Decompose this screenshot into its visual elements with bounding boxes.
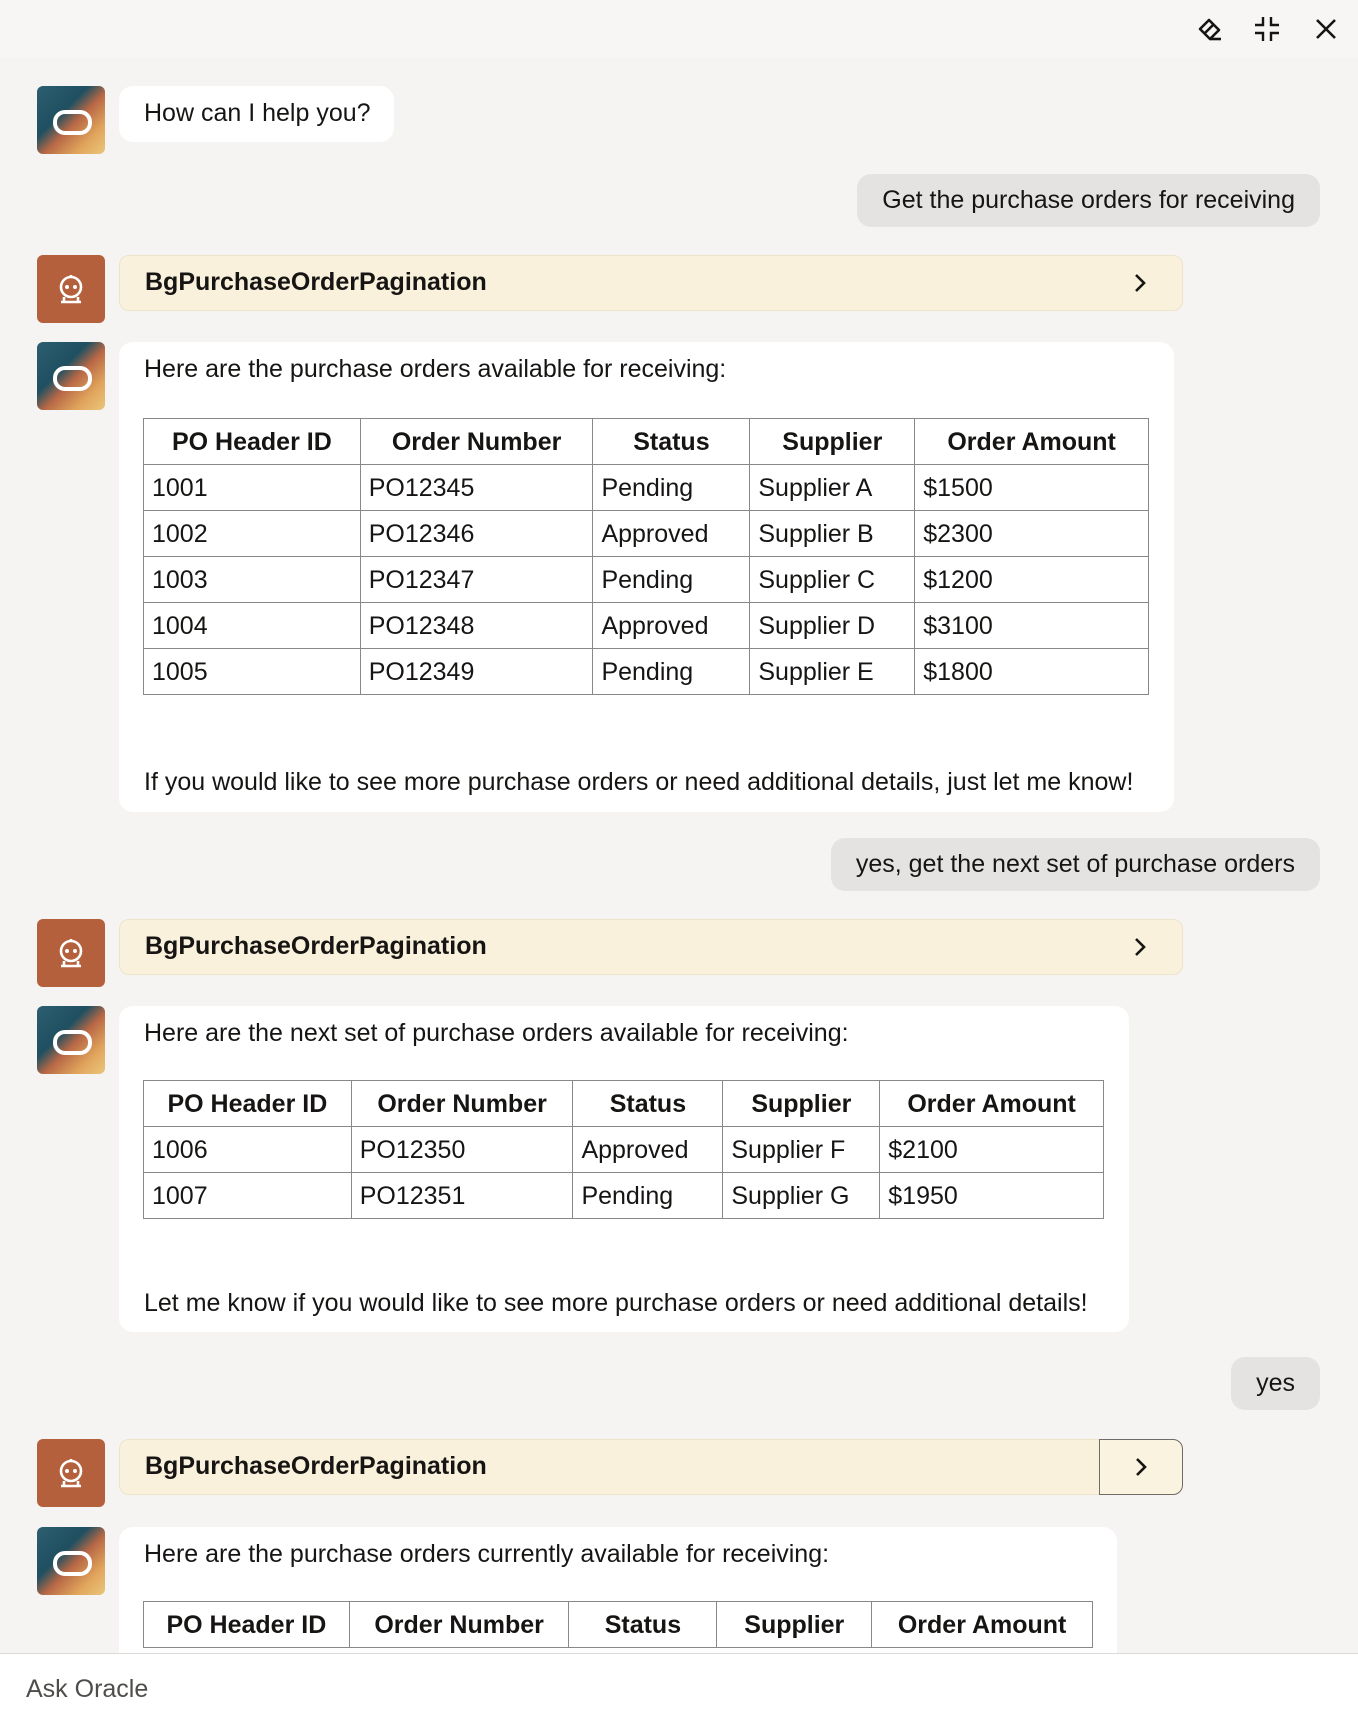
bot-message-text: Here are the purchase orders available for receiving: [144, 355, 727, 383]
column-header: Order Amount [880, 1081, 1104, 1127]
conversation-area[interactable] [0, 58, 1358, 1653]
table-cell: Pending [593, 465, 750, 511]
table-row [144, 603, 1149, 649]
tool-call-name: BgPurchaseOrderPagination [145, 932, 487, 960]
tool-call-bar[interactable] [119, 919, 1183, 975]
table-header-row [144, 419, 1149, 465]
table-cell: Supplier D [750, 603, 915, 649]
expand-tool-button[interactable] [1098, 920, 1182, 974]
clear-conversation-button[interactable] [1190, 9, 1230, 49]
column-header: Supplier [750, 419, 915, 465]
chevron-right-icon [1133, 272, 1147, 294]
table-cell: 1004 [144, 603, 361, 649]
robot-icon [54, 272, 88, 306]
table-row [144, 1127, 1104, 1173]
user-message-bubble: yes [1231, 1357, 1320, 1410]
column-header: Order Number [360, 419, 593, 465]
table-row [144, 1173, 1104, 1219]
table-cell: 1005 [144, 649, 361, 695]
column-header: Status [593, 419, 750, 465]
agent-avatar [37, 1439, 105, 1507]
table-cell: PO12350 [351, 1127, 573, 1173]
column-header: Supplier [723, 1081, 880, 1127]
table-cell: Approved [593, 511, 750, 557]
window-toolbar [0, 0, 1358, 58]
column-header: Order Amount [872, 1602, 1093, 1648]
robot-icon [54, 936, 88, 970]
close-icon [1314, 17, 1338, 41]
table-cell: $1950 [880, 1173, 1104, 1219]
bot-message-text: Let me know if you would like to see more purchase orders or need additional details! [144, 1289, 1088, 1317]
purchase-order-table [143, 1080, 1104, 1219]
table-cell: $1800 [915, 649, 1149, 695]
oracle-avatar [37, 342, 105, 410]
user-message-bubble: yes, get the next set of purchase orders [831, 838, 1320, 891]
oracle-avatar [37, 1006, 105, 1074]
message-input-bar [0, 1653, 1358, 1724]
bot-message-bubble [119, 86, 394, 142]
oracle-avatar [37, 86, 105, 154]
bot-message-bubble [119, 1527, 1117, 1653]
collapse-button[interactable] [1247, 9, 1287, 49]
chevron-right-icon [1133, 936, 1147, 958]
column-header: Status [569, 1602, 717, 1648]
table-row [144, 465, 1149, 511]
tool-call-name: BgPurchaseOrderPagination [145, 268, 487, 296]
table-cell: Supplier C [750, 557, 915, 603]
expand-tool-button[interactable] [1098, 256, 1182, 310]
table-header-row [144, 1602, 1093, 1648]
tool-call-name: BgPurchaseOrderPagination [145, 1452, 487, 1480]
table-cell: $1200 [915, 557, 1149, 603]
bot-message-text: Here are the purchase orders currently available for receiving: [144, 1540, 830, 1568]
table-cell: 1007 [144, 1173, 352, 1219]
table-cell: PO12349 [360, 649, 593, 695]
table-cell: $1500 [915, 465, 1149, 511]
close-button[interactable] [1306, 9, 1346, 49]
table-cell: $2100 [880, 1127, 1104, 1173]
bot-message-bubble [119, 342, 1174, 812]
column-header: Order Amount [915, 419, 1149, 465]
table-header-row [144, 1081, 1104, 1127]
table-cell: PO12346 [360, 511, 593, 557]
table-row [144, 557, 1149, 603]
expand-tool-button[interactable] [1099, 1439, 1183, 1495]
table-cell: Supplier B [750, 511, 915, 557]
column-header: Supplier [717, 1602, 872, 1648]
table-cell: Pending [593, 649, 750, 695]
bot-message-text: If you would like to see more purchase orders or need additional details, just let me know! [144, 768, 1134, 796]
table-cell: Approved [593, 603, 750, 649]
robot-icon [54, 1456, 88, 1490]
purchase-order-table [143, 418, 1149, 695]
column-header: PO Header ID [144, 1081, 352, 1127]
oracle-avatar [37, 1527, 105, 1595]
table-row [144, 511, 1149, 557]
bot-message-text: How can I help you? [144, 99, 371, 127]
table-row [144, 649, 1149, 695]
table-cell: Supplier F [723, 1127, 880, 1173]
table-cell: PO12347 [360, 557, 593, 603]
table-cell: PO12351 [351, 1173, 573, 1219]
table-cell: Supplier A [750, 465, 915, 511]
table-cell: 1001 [144, 465, 361, 511]
table-cell: $2300 [915, 511, 1149, 557]
table-cell: PO12348 [360, 603, 593, 649]
column-header: PO Header ID [144, 419, 361, 465]
table-cell: $3100 [915, 603, 1149, 649]
column-header: PO Header ID [144, 1602, 350, 1648]
bot-message-bubble [119, 1006, 1129, 1332]
eraser-icon [1196, 15, 1224, 43]
table-cell: 1002 [144, 511, 361, 557]
column-header: Order Number [351, 1081, 573, 1127]
table-cell: PO12345 [360, 465, 593, 511]
table-cell: 1006 [144, 1127, 352, 1173]
tool-call-bar[interactable] [119, 1439, 1183, 1495]
column-header: Status [573, 1081, 723, 1127]
agent-avatar [37, 255, 105, 323]
ask-oracle-input[interactable] [24, 1668, 1328, 1710]
bot-message-text: Here are the next set of purchase orders available for receiving: [144, 1019, 849, 1047]
chevron-right-icon [1134, 1456, 1148, 1478]
table-cell: Pending [593, 557, 750, 603]
table-cell: Supplier G [723, 1173, 880, 1219]
tool-call-bar[interactable] [119, 255, 1183, 311]
table-cell: 1003 [144, 557, 361, 603]
collapse-icon [1253, 15, 1281, 43]
table-cell: Supplier E [750, 649, 915, 695]
user-message-bubble: Get the purchase orders for receiving [857, 174, 1320, 227]
column-header: Order Number [349, 1602, 569, 1648]
table-cell: Approved [573, 1127, 723, 1173]
table-cell: Pending [573, 1173, 723, 1219]
purchase-order-table [143, 1601, 1093, 1648]
agent-avatar [37, 919, 105, 987]
